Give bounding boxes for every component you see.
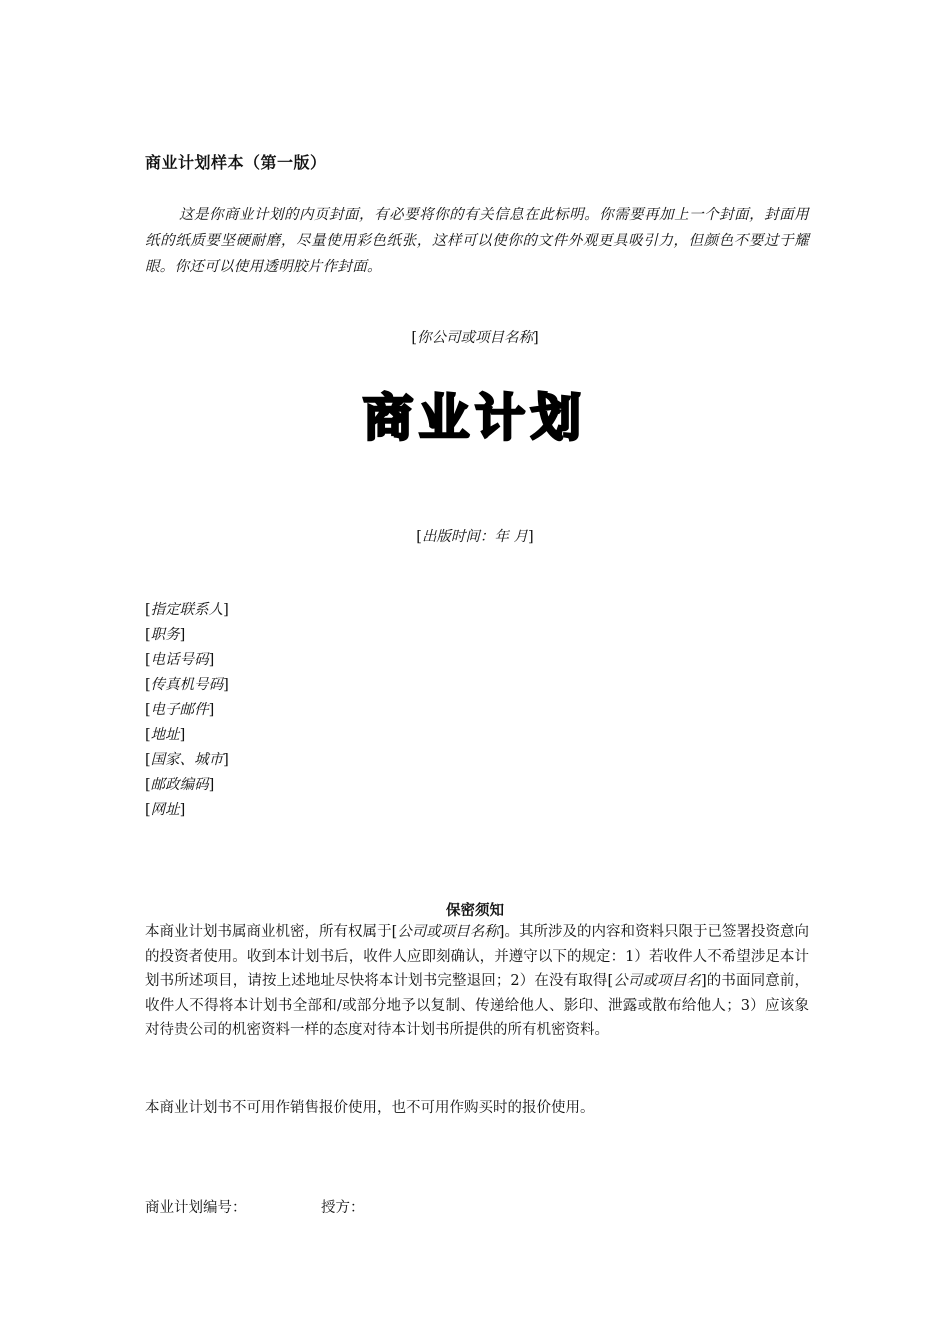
plan-number-label: 商业计划编号： — [145, 1200, 247, 1216]
contact-field-position: [职务] — [145, 627, 186, 643]
contact-field-website: [网址] — [145, 802, 186, 818]
contact-info-list — [145, 598, 229, 823]
document-heading: 商业计划样本（第一版） — [145, 153, 327, 172]
confidentiality-notice: 本商业计划书属商业机密，所有权属于[公司或项目名称]。其所涉及的内容和资料只限于已签署投资意向的投资者使用。收到本计划书后，收件人应即刻确认，并遵守以下的规定：1）若收件人不希望涉足本计划书所述项目，请按上述地址尽快将本计划书完整退回；2）在没有取得[公司或项目名]的书面同意前，收件人不得将本计划书全部和/或部分地予以复制、传递给他人、影印、泄露或散布给他人；3）应该象对待贵公司的机密资料一样的态度对待本计划书所提供的所有机密资料。 — [145, 924, 810, 1038]
company-name-ref-1: 公司或项目名称 — [397, 924, 499, 940]
company-name-placeholder: [你公司或项目名称] — [411, 330, 539, 346]
contact-field-phone: [电话号码] — [145, 652, 215, 668]
publish-date-text: 出版时间：年 月 — [421, 529, 529, 545]
contact-field-contact-person: [指定联系人] — [145, 602, 229, 618]
contact-field-address: [地址] — [145, 727, 186, 743]
usage-note: 本商业计划书不可用作销售报价使用，也不可用作购买时的报价使用。 — [145, 1100, 595, 1116]
publish-date-placeholder: [出版时间：年 月] — [416, 529, 534, 545]
recipient-label: 授方： — [321, 1200, 365, 1216]
company-name-text: 你公司或项目名称 — [417, 330, 533, 346]
intro-paragraph: 这是你商业计划的内页封面，有必要将你的有关信息在此标明。你需要再加上一个封面，封面用纸的纸质要坚硬耐磨，尽量使用彩色纸张，这样可以使你的文件外观更具吸引力，但颜色不要过于耀眼。你还可以使用透明胶片作封面。 — [145, 207, 809, 275]
business-plan-title: 商业计划 — [363, 389, 587, 447]
company-name-ref-2: 公司或项目名 — [613, 973, 701, 989]
confidentiality-title: 保密须知 — [446, 903, 504, 919]
contact-field-postal-code: [邮政编码] — [145, 777, 215, 793]
contact-field-email: [电子邮件] — [145, 702, 215, 718]
contact-field-fax: [传真机号码] — [145, 677, 229, 693]
footer-row — [145, 1196, 365, 1217]
contact-field-country-city: [国家、城市] — [145, 752, 229, 768]
